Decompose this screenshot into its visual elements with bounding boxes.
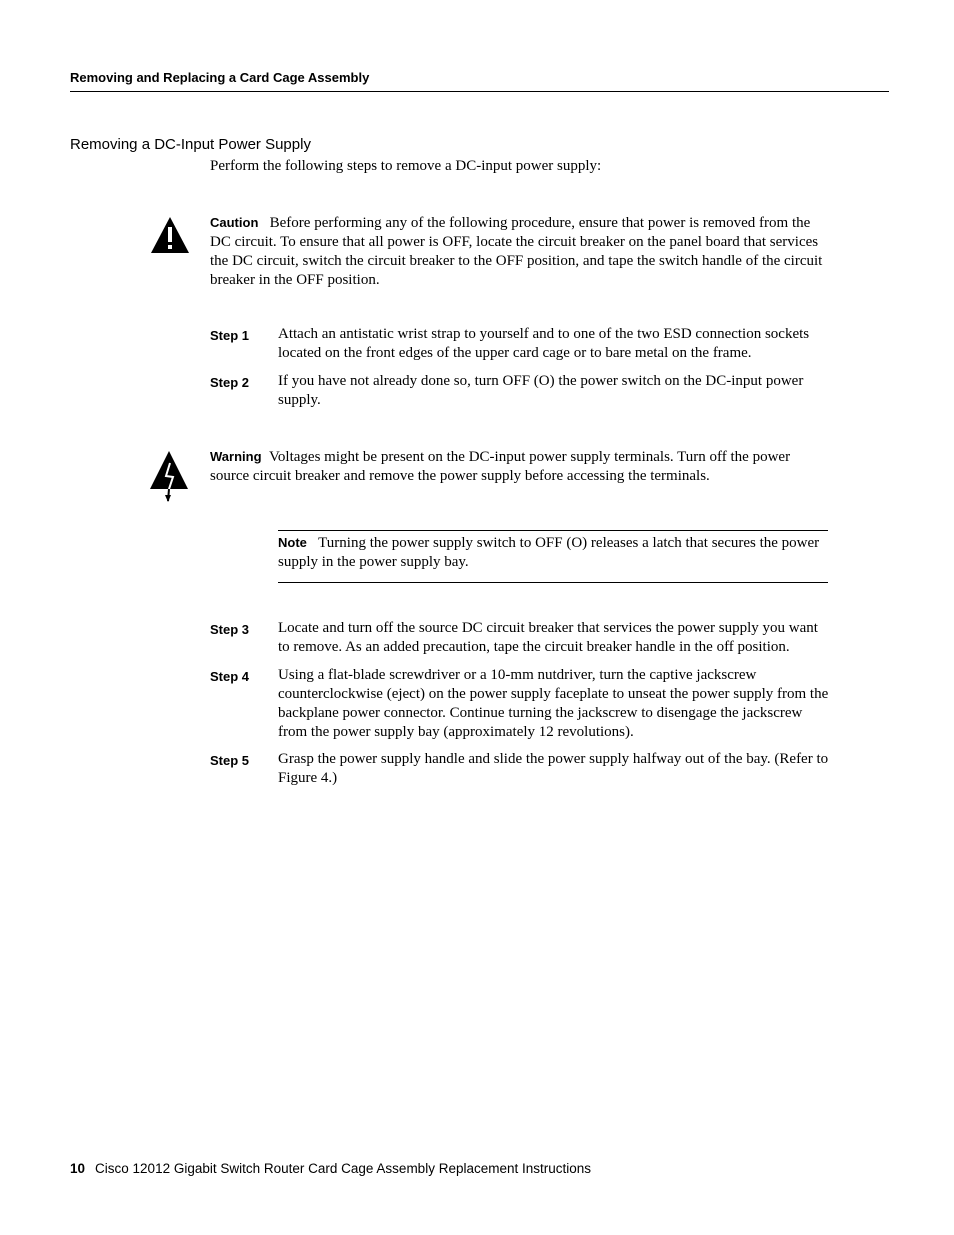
note-bottom-rule (278, 582, 828, 583)
step-5-text: Grasp the power supply handle and slide the power supply halfway out of the bay. (Refer to Figure 4.) (278, 751, 829, 786)
step-2-text: If you have not already done so, turn OFF (O) the power switch on the DC-input power supply. (278, 373, 804, 408)
step-4-text: Using a flat-blade screwdriver or a 10-mm nutdriver, turn the captive jackscrew counterclockwise (eject) on the power supply faceplate to unseat the power supply from the backplane power connector. Continue turning the jackscrew to disengage the jackscrew from the power supply bay (approximately 12 revolutions). (278, 667, 829, 740)
warning-block (210, 447, 830, 486)
caution-label: Caution (210, 215, 259, 230)
warning-text: Voltages might be present on the DC-input power supply terminals. Turn off the power source circuit breaker and remove the power supply before accessing the terminals. (210, 449, 791, 484)
caution-text: Before performing any of the following procedure, ensure that power is removed from the DC circuit. To ensure that all power is OFF, locate the circuit breaker on the panel board that services the DC circuit, switch the circuit breaker to the OFF position, and tape the switch handle of the circuit breaker in the OFF position. (210, 215, 823, 288)
note-text: Turning the power supply switch to OFF (O) releases a latch that secures the power supply in the power supply bay. (278, 535, 820, 570)
step-1-label: Step 1 (210, 328, 250, 343)
step-3-label: Step 3 (210, 622, 250, 637)
note-label: Note (278, 535, 307, 550)
warning-lightning-icon (148, 449, 190, 503)
intro-paragraph: Perform the following steps to remove a DC-input power supply: (210, 158, 602, 174)
note-top-rule (278, 530, 828, 531)
page-number: 10 (70, 1161, 86, 1176)
step-5-label: Step 5 (210, 753, 250, 768)
footer-doc-title: Cisco 12012 Gigabit Switch Router Card Cage Assembly Replacement Instructions (95, 1161, 592, 1176)
step-1-text: Attach an antistatic wrist strap to yourself and to one of the two ESD connection sockets located on the front edges of the upper card cage or to bare metal on the frame. (278, 326, 810, 361)
step-3-text: Locate and turn off the source DC circuit breaker that services the power supply you want to remove. As an added precaution, tape the circuit breaker handle in the off position. (278, 620, 818, 655)
caution-triangle-icon (150, 216, 190, 254)
step-2-label: Step 2 (210, 375, 250, 390)
step-4-label: Step 4 (210, 669, 250, 684)
caution-block (210, 213, 830, 290)
header-rule (70, 91, 889, 92)
note-block (278, 533, 830, 572)
page-footer (70, 1161, 591, 1176)
running-head: Removing and Replacing a Card Cage Assembly (70, 70, 370, 85)
warning-label: Warning (210, 449, 262, 464)
section-title: Removing a DC-Input Power Supply (70, 136, 311, 153)
